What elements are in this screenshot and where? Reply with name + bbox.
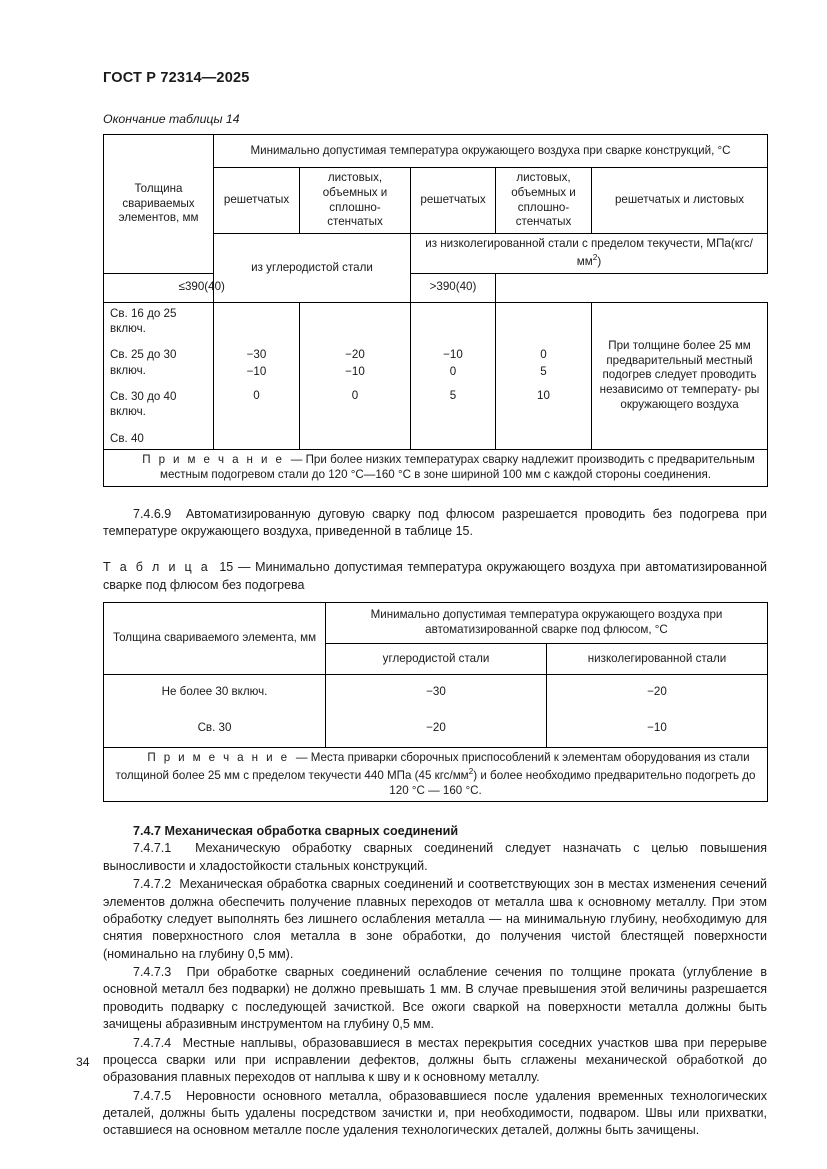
table14-body-row [104, 302, 768, 449]
table15-subcol-carbon: углеродистой стали [326, 644, 547, 675]
paragraph-7-4-7-4-number: 7.4.7.4 [133, 1035, 172, 1050]
paragraph-7-4-6-9 [103, 506, 767, 541]
paragraph-7-4-7-5 [103, 1088, 767, 1140]
table15-caption-number: 15 [219, 560, 234, 575]
table14-low-alloy-header [411, 234, 768, 274]
table15-caption-label: Т а б л и ц а [103, 560, 210, 575]
table15-r2-carbon: −20 [326, 709, 547, 748]
paragraph-7-4-7-5-number: 7.4.7.5 [133, 1088, 172, 1103]
table14-yield-high-header: >390(40) [411, 273, 496, 302]
table14-thickness-item-4-line1: Св. 40 [110, 431, 144, 445]
table14-caption: Окончание таблицы 14 [103, 112, 240, 126]
table14-thickness-list [104, 302, 214, 449]
table14-carbon-steel-header: из углеродистой стали [214, 234, 411, 303]
table14-values-col-1 [214, 302, 300, 449]
table14-val-c2-r2: −10 [345, 364, 365, 378]
table14-low-alloy-header-sup: 2 [592, 252, 598, 263]
table14-wrapper [103, 134, 767, 487]
table14-thickness-item-1 [110, 306, 209, 337]
table15-r1-low-alloy: −20 [547, 675, 768, 710]
paragraph-7-4-7-5-text: Неровности основного металла, образовавшиеся после удаления временных технологических деталей, должны быть удалены посредством зачистки и, при необходимости, подваром. Швы или прихватки, оставшиеся на основном металле после удаления технологических деталей, должны быть зачищены. [103, 1088, 767, 1138]
table15-row [104, 709, 768, 748]
table14-note-row [104, 449, 768, 486]
table14-values-col-2 [300, 302, 411, 449]
table14-val-c2-r3: 0 [351, 389, 359, 403]
table14-note-text: — При более низких температурах сварку надлежит производить с предварительным местным подогревом стали до 120 °С—160 °С в зоне шириной 100 мм с каждой стороны соединения. [159, 452, 755, 481]
table15-note-text-1: — Места приварки сборочных приспособлений к элементам оборудования из стали толщиной более 25 мм с пределом текучести 440 МПа (45 кгс/мм [115, 751, 750, 782]
table14-val-c4-r2: 5 [540, 364, 547, 378]
table15-r2-thickness: Св. 30 [104, 709, 326, 748]
table14-thickness-item-2-line1: Св. 25 до 30 [110, 348, 177, 362]
table14-thickness-item-1-line1: Св. 16 до 25 [110, 306, 177, 320]
paragraph-7-4-7-2-number: 7.4.7.2 [133, 877, 172, 892]
table14-main-span-header: Минимально допустимая температура окружающего воздуха при сварке конструкций, °С [214, 135, 768, 168]
table14-yield-low-header: ≤390(40) [104, 273, 300, 302]
table14-header-row-4 [104, 273, 768, 302]
paragraph-7-4-7-1 [103, 840, 767, 875]
paragraph-7-4-7-1-number: 7.4.7.1 [133, 841, 172, 856]
table15-col-thickness-header: Толщина свариваемого элемента, мм [104, 603, 326, 675]
table15-caption-text: — Минимально допустимая температура окружающего воздуха при автоматизированной сварке под флюсом без подогрева [103, 560, 767, 592]
table14-low-alloy-header-text: из низколегированной стали с пределом текучести, МПа(кгс/мм [425, 237, 753, 268]
table15-note-row [104, 748, 768, 802]
table14-val-c1-r1: −30 [246, 348, 267, 362]
table14-thickness-items [108, 306, 209, 446]
table15-wrapper [103, 602, 767, 802]
table14-thickness-item-3-line1: Св. 30 до 40 [110, 390, 177, 404]
standard-title: ГОСТ Р 72314—2025 [103, 70, 250, 86]
table15-caption [103, 559, 767, 594]
paragraph-7-4-7-4-text: Местные наплывы, образовавшиеся в местах перекрытия соседних участков шва при перерыве процесса сварки или при исправлении дефектов, должны быть сглажены механической обработкой до образования плавных переходов от наплыва к шву и к основному металлу. [103, 1035, 767, 1085]
section-7-4-7-heading: 7.4.7 Механическая обработка сварных соединений [133, 824, 459, 839]
table14-thickness-item-3 [110, 389, 209, 420]
table15-note [104, 748, 768, 802]
table15 [103, 602, 768, 802]
table14-merged-note: При толщине более 25 мм предварительный местный подогрев следует проводить независимо от температу- ры окружающего воздуха [592, 302, 768, 449]
paragraph-7-4-7-3-number: 7.4.7.3 [133, 965, 172, 980]
table14-thickness-item-2 [110, 347, 209, 378]
table14-low-alloy-header-tail: ) [597, 255, 602, 268]
table14-val-c1-r2: −10 [246, 364, 267, 378]
paragraph-7-4-7-4 [103, 1035, 767, 1087]
paragraph-7-4-7-3 [103, 964, 767, 1034]
table15-main-span-header: Минимально допустимая температура окружающего воздуха при автоматизированной сварке под флюсом, °С [326, 603, 768, 644]
table14-val-c3-r3: 5 [449, 389, 457, 403]
table14-val-c3-r2: 0 [449, 364, 457, 378]
table14-subcol-5: решетчатых и листовых [592, 168, 768, 234]
page-number: 34 [76, 1055, 90, 1069]
paragraph-7-4-6-9-number: 7.4.6.9 [133, 506, 172, 521]
table15-note-sup: 2 [468, 765, 474, 776]
table14-note-label: П р и м е ч а н и е [142, 452, 285, 466]
table14-note [104, 449, 768, 486]
table15-note-label: П р и м е ч а н и е [147, 751, 290, 765]
paragraph-7-4-6-9-text: Автоматизированную дуговую сварку под флюсом разрешается проводить без подогрева при температуре окружающего воздуха, приведенной в таблице 15. [103, 506, 767, 538]
table14 [103, 134, 768, 487]
table14-val-c4-r1: 0 [540, 348, 547, 362]
table15-subcol-low-alloy: низколегированной стали [547, 644, 768, 675]
table14-subcol-1: решетчатых [214, 168, 300, 234]
table14-header-row-1 [104, 135, 768, 168]
paragraph-7-4-7-2 [103, 876, 767, 963]
table15-r1-carbon: −30 [326, 675, 547, 710]
table15-row [104, 675, 768, 710]
table14-val-c4-r3: 10 [537, 389, 550, 403]
table14-val-c1-r3: 0 [253, 389, 260, 403]
table15-header-row-1 [104, 603, 768, 644]
table14-thickness-item-1-line2: включ. [110, 322, 146, 336]
table14-values-col-3 [411, 302, 496, 449]
table14-col-thickness-header: Толщина свариваемых элементов, мм [104, 135, 214, 274]
table15-note-text-2: ) и более необходимо предварительно подогреть до 120 °С — 160 °С. [389, 768, 756, 797]
table15-r1-thickness: Не более 30 включ. [104, 675, 326, 710]
table14-values-col-4 [496, 302, 592, 449]
table14-val-c2-r1: −20 [345, 348, 365, 362]
paragraph-7-4-7-2-text: Механическая обработка сварных соединений и соответствующих зон в местах изменения сечений элементов должна обеспечить получение плавных переходов от металла шва к основному металлу. При этом обработку следует выполнять без лишнего ослабления металла — на минимальную глубину, необходимую для снятия поверхностного слоя металла в зоне обработки, до получения чистой блестящей поверхности (номинально на глубину 0,5 мм). [103, 877, 767, 961]
paragraph-7-4-7-3-text: При обработке сварных соединений ослабление сечения по толщине проката (углубление в основной металл без подварки) не должно превышать 1 мм. В случае превышения этой величины разрешается проводить подварку с последующей зачисткой. Все ожоги сваркой на поверхности металла должны быть зачищены абразивным инструментом на глубину 0,5 мм. [103, 965, 767, 1032]
table14-thickness-item-4 [110, 431, 209, 446]
table14-subcol-3: решетчатых [411, 168, 496, 234]
page-content [103, 0, 767, 1140]
paragraph-7-4-7-1-text: Механическую обработку сварных соединений следует назначать с целью повышения выносливости и хладостойкости стальных конструкций. [103, 841, 767, 873]
table14-val-c3-r1: −10 [443, 348, 463, 362]
table14-thickness-item-3-line2: включ. [110, 405, 146, 419]
table14-thickness-item-2-line2: включ. [110, 363, 146, 377]
table14-subcol-2: листовых, объемных и сплошно-стенчатых [300, 168, 411, 234]
table14-subcol-4: листовых, объемных и сплошно-стенчатых [496, 168, 592, 234]
table15-r2-low-alloy: −10 [547, 709, 768, 748]
